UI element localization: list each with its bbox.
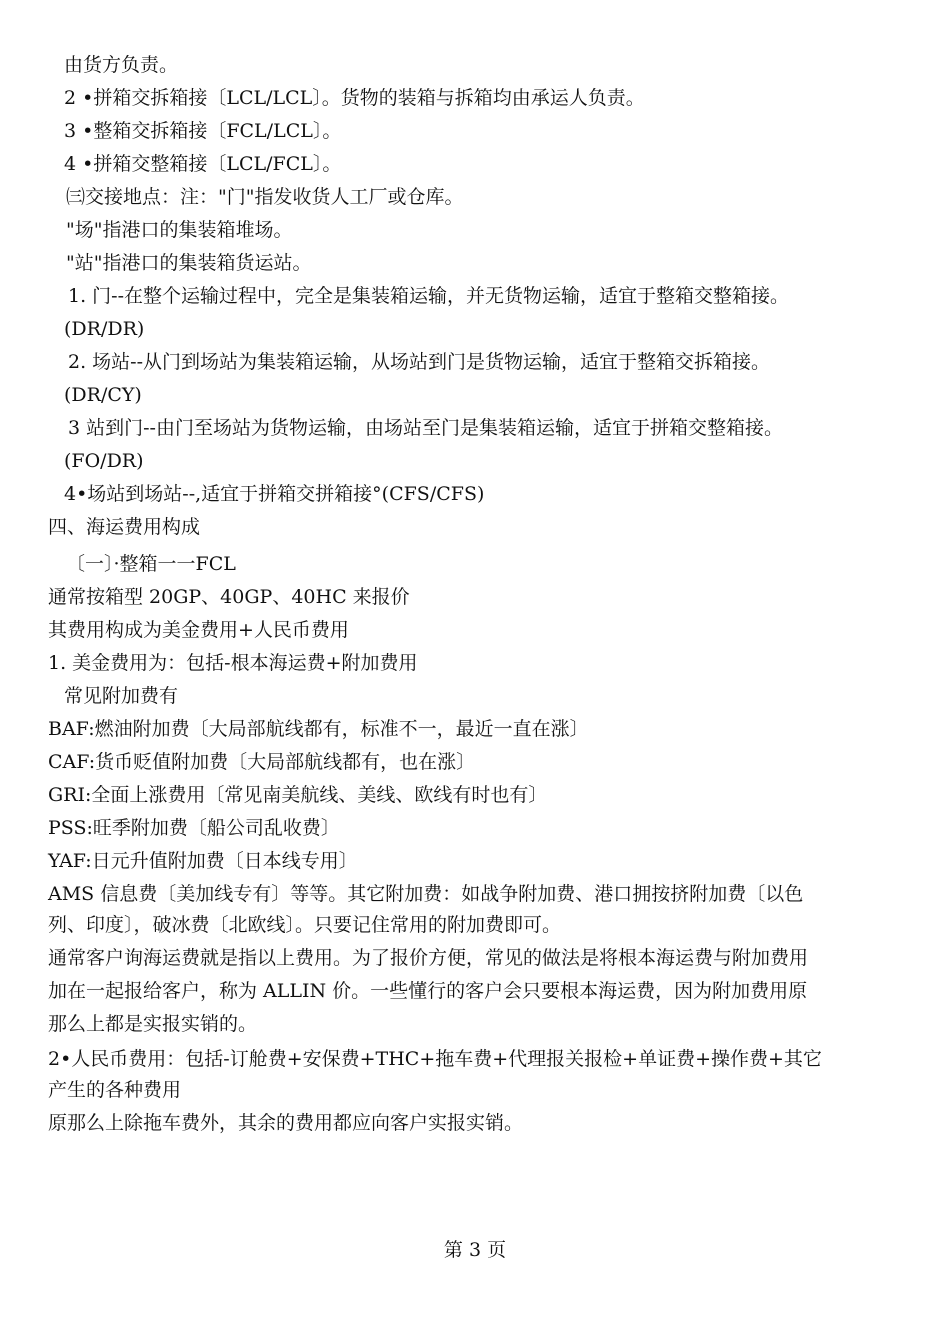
- text-line: 那么上都是实报实销的。: [48, 1013, 258, 1035]
- text-line: 其费用构成为美金费用+人民币费用: [48, 619, 349, 641]
- text-line: BAF:燃油附加费〔大局部航线都有，标准不一，最近一直在涨〕: [48, 718, 589, 740]
- text-line: 1. 美金费用为：包括-根本海运费+附加费用: [48, 652, 418, 674]
- text-line: 加在一起报给客户，称为 ALLIN 价。一些懂行的客户会只要根本海运费，因为附加费用原: [48, 980, 808, 1002]
- text-line: "站"指港口的集装箱货运站。: [66, 252, 312, 274]
- text-line: 4•场站到场站--,适宜于拼箱交拼箱接°(CFS/CFS): [64, 483, 485, 505]
- text-line: "场"指港口的集装箱堆场。: [66, 219, 293, 241]
- text-line: ㈢交接地点：注："门"指发收货人工厂或仓库。: [66, 186, 464, 208]
- text-line: 产生的各种费用: [48, 1079, 182, 1101]
- text-line: GRI:全面上涨费用〔常见南美航线、美线、欧线有时也有〕: [48, 784, 548, 806]
- text-line: (DR/DR): [64, 318, 145, 340]
- section-heading: 四、海运费用构成: [48, 516, 201, 538]
- text-line: 原那么上除拖车费外，其余的费用都应向客户实报实销。: [48, 1112, 524, 1134]
- text-line: 2. 场站--从门到场站为集装箱运输，从场站到门是货物运输，适宜于整箱交拆箱接。: [68, 351, 771, 373]
- text-line: PSS:旺季附加费〔船公司乱收费〕: [48, 817, 340, 839]
- subsection-heading: 〔一〕·整箱一一FCL: [66, 553, 236, 575]
- text-line: CAF:货币贬值附加费〔大局部航线都有，也在涨〕: [48, 751, 476, 773]
- text-line: 列、印度〕，破冰费〔北欧线〕。只要记住常用的附加费即可。: [48, 914, 562, 936]
- text-line: 常见附加费有: [64, 685, 179, 707]
- text-line: 3 站到门--由门至场站为货物运输，由场站至门是集装箱运输，适宜于拼箱交整箱接。: [68, 417, 783, 439]
- text-line: 通常客户询海运费就是指以上费用。为了报价方便，常见的做法是将根本海运费与附加费用: [48, 947, 809, 969]
- page-number: 第 3 页: [443, 1239, 507, 1261]
- text-line: (DR/CY): [64, 384, 142, 406]
- text-line: 4 •拼箱交整箱接〔LCL/FCL〕。: [64, 153, 342, 175]
- text-line: (FO/DR): [64, 450, 144, 472]
- text-line: 3 •整箱交拆箱接〔FCL/LCL〕。: [64, 120, 342, 142]
- text-line: YAF:日元升值附加费〔日本线专用〕: [48, 850, 358, 872]
- text-line: 通常按箱型 20GP、40GP、40HC 来报价: [48, 586, 410, 608]
- text-line: AMS 信息费〔美加线专有〕等等。其它附加费：如战争附加费、港口拥按挤附加费〔以色: [48, 883, 804, 905]
- text-line: 2 •拼箱交拆箱接〔LCL/LCL〕。货物的装箱与拆箱均由承运人负责。: [64, 87, 645, 109]
- text-line: 由货方负责。: [64, 54, 179, 76]
- text-line: 2•人民币费用：包括-订舱费+安保费+THC+拖车费+代理报关报检+单证费+操作费+其它: [48, 1048, 822, 1070]
- text-line: 1. 门--在整个运输过程中，完全是集装箱运输，并无货物运输，适宜于整箱交整箱接。: [68, 285, 790, 307]
